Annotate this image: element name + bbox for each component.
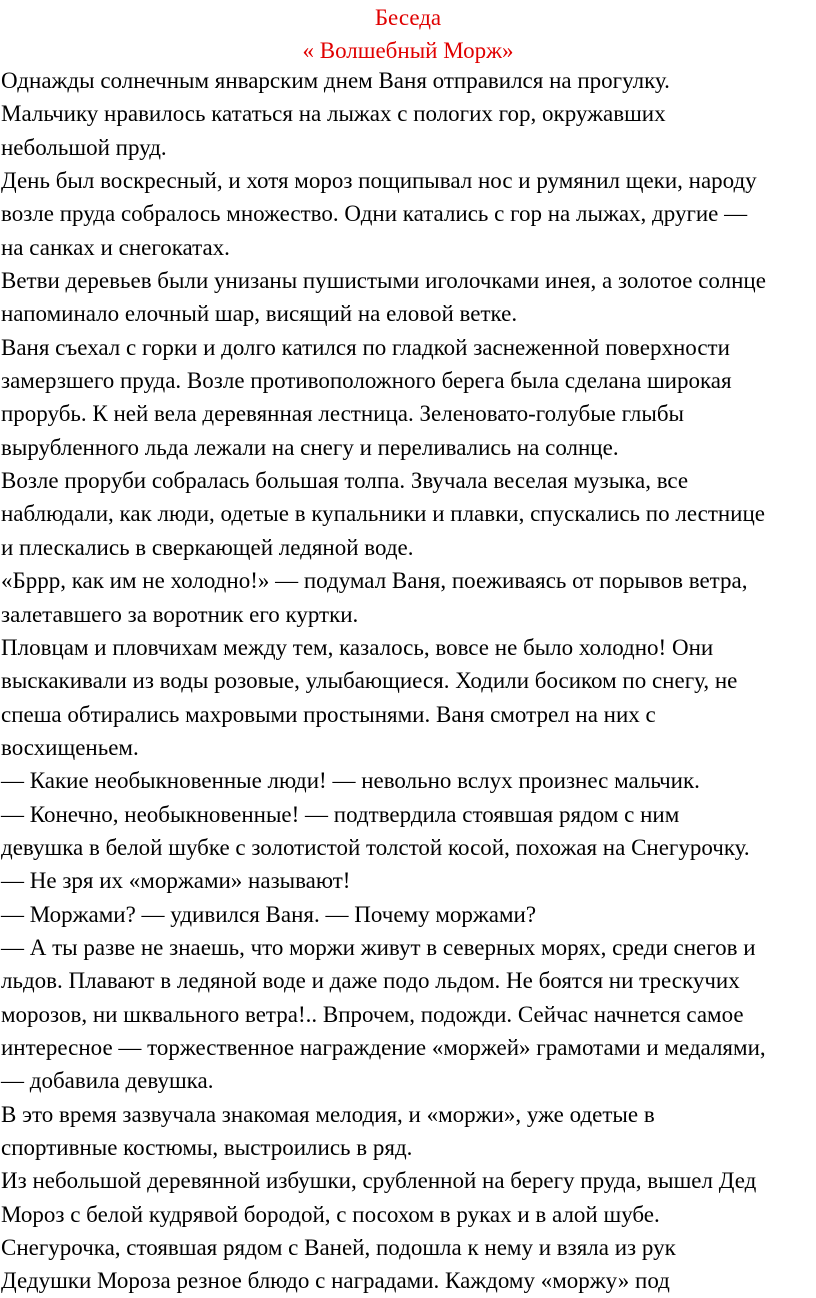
text-line: Дедушки Мороза резное блюдо с наградами. Каждому «моржу» под <box>1 1268 670 1294</box>
text-line: Мороз с белой кудрявой бородой, с посохом в руках и в алой шубе. <box>1 1201 660 1227</box>
text-line: Из небольшой деревянной избушки, срубленной на берегу пруда, вышел Дед <box>1 1168 757 1194</box>
text-line: — Какие необыкновенные люди! — невольно вслух произнес мальчик. <box>1 768 700 794</box>
text-line: наблюдали, как люди, одетые в купальники и плавки, спускались по лестнице <box>1 501 766 527</box>
text-line: Однажды солнечным январским днем Ваня отправился на прогулку. <box>1 68 670 93</box>
text-line: на санках и снегокатах. <box>1 234 230 260</box>
text-line: льдов. Плавают в ледяной воде и даже подо льдом. Не боятся ни трескучих <box>1 968 740 994</box>
text-line: и плескались в сверкающей ледяной воде. <box>1 534 414 560</box>
title-line-2: « Волшебный Морж» <box>302 38 514 63</box>
text-line: В это время зазвучала знакомая мелодия, и «моржи», уже одетые в <box>1 1101 655 1127</box>
text-line: — Моржами? — удивился Ваня. — Почему моржами? <box>1 901 537 927</box>
text-line: восхищеньем. <box>1 734 139 760</box>
text-line: вырубленного льда лежали на снегу и переливались на солнце. <box>1 434 619 460</box>
text-line: интересное — торжественное награждение «моржей» грамотами и медалями, <box>1 1034 766 1060</box>
text-line: прорубь. К ней вела деревянная лестница. Зеленовато-голубые глыбы <box>1 401 684 427</box>
text-line: Возле проруби собралась большая толпа. Звучала веселая музыка, все <box>1 468 689 494</box>
text-line: выскакивали из воды розовые, улыбающиеся. Ходили босиком по снегу, не <box>1 668 738 694</box>
text-line: Мальчику нравилось кататься на лыжах с пологих гор, окружавших <box>1 101 666 127</box>
text-line: Ваня съехал с горки и долго катился по гладкой заснеженной поверхности <box>1 334 730 360</box>
text-line: морозов, ни шквального ветра!.. Впрочем, подожди. Сейчас начнется самое <box>1 1001 744 1027</box>
text-line: напоминало елочный шар, висящий на еловой ветке. <box>1 301 518 327</box>
text-line: — А ты разве не знаешь, что моржи живут в северных морях, среди снегов и <box>1 934 756 960</box>
text-line: Ветви деревьев были унизаны пушистыми иголочками инея, а золотое солнце <box>1 268 766 294</box>
text-line: спеша обтирались махровыми простынями. Ваня смотрел на них с <box>1 701 656 727</box>
text-line: девушка в белой шубке с золотистой толстой косой, похожая на Снегурочку. <box>1 834 750 860</box>
text-line: спортивные костюмы, выстроились в ряд. <box>1 1135 413 1160</box>
text-line: — Конечно, необыкновенные! — подтвердила стоявшая рядом с ним <box>1 801 680 827</box>
text-line: Пловцам и пловчихам между тем, казалось, вовсе не было холодно! Они <box>1 634 714 660</box>
document-body <box>0 64 816 1298</box>
title-line-1: Беседа <box>374 5 442 30</box>
text-line: «Бррр, как им не холодно!» — подумал Ваня, поеживаясь от порывов ветра, <box>1 568 748 594</box>
text-line: небольшой пруд. <box>1 134 167 160</box>
text-line: — Не зря их «моржами» называют! <box>1 868 351 894</box>
text-line: возле пруда собралось множество. Одни катались с гор на лыжах, другие — <box>1 201 748 227</box>
text-line: — добавила девушка. <box>1 1068 214 1094</box>
text-line: День был воскресный, и хотя мороз пощипывал нос и румянил щеки, народу <box>1 168 757 194</box>
text-line: Снегурочка, стоявшая рядом с Ваней, подошла к нему и взяла из рук <box>1 1235 676 1261</box>
text-line: замерзшего пруда. Возле противоположного берега была сделана широкая <box>1 368 732 394</box>
text-line: залетавшего за воротник его куртки. <box>1 601 359 627</box>
